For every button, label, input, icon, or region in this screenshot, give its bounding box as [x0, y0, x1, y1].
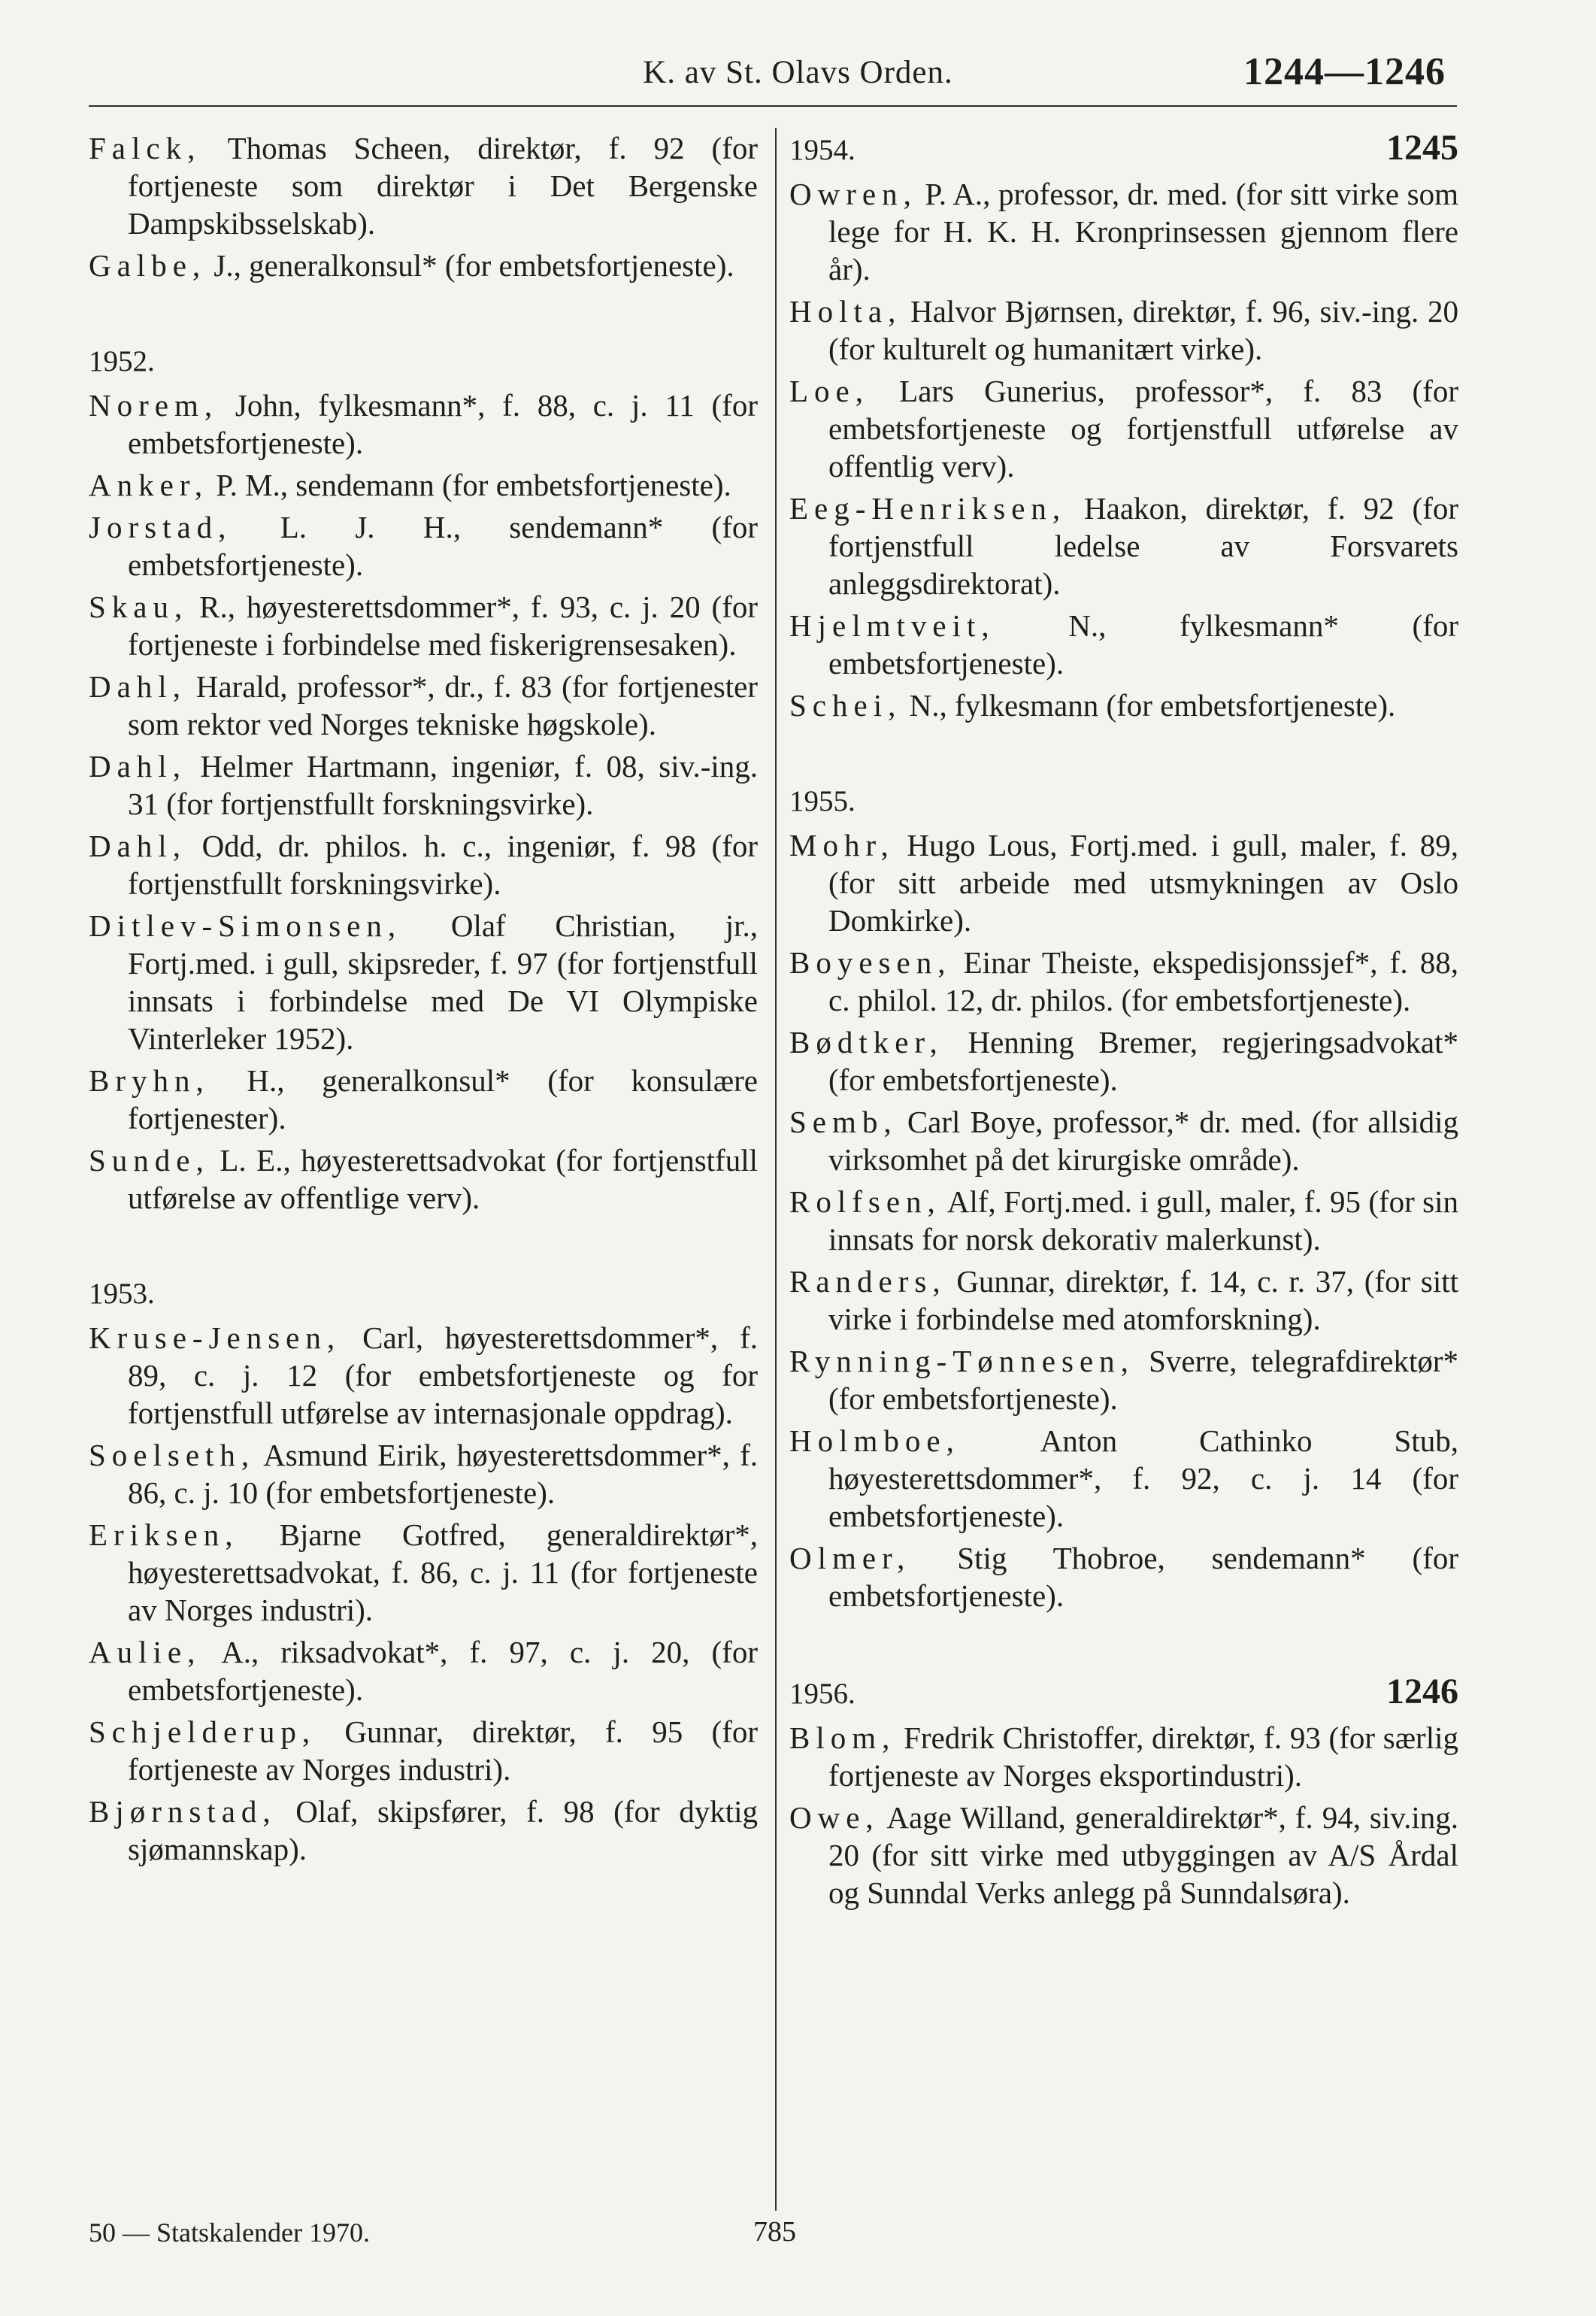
entry-surname: Olmer, — [789, 1541, 911, 1575]
entry-surname: Falck, — [89, 131, 201, 165]
entry-text: Asmund Eirik, høyesterettsdommer*, f. 86, c. j. 10 (for embetsfortjeneste). — [128, 1438, 758, 1510]
entry-text: N., fylkesmann* (for embetsfortjeneste). — [828, 608, 1459, 681]
entry — [789, 372, 1458, 485]
entry-text: Gunnar, direktør, f. 95 (for fortjeneste av Norges industri). — [128, 1714, 759, 1787]
entry-surname: Jorstad, — [89, 510, 232, 544]
entry-surname: Randers, — [789, 1264, 946, 1299]
entry — [89, 1319, 758, 1432]
year-label: 1955. — [789, 785, 856, 817]
entry-surname: Schjelderup, — [89, 1714, 316, 1749]
entry-surname: Dahl, — [89, 669, 186, 704]
entry-surname: Boyesen, — [789, 945, 952, 980]
entry-surname: Ditlev-Simonsen, — [89, 908, 402, 943]
entry — [789, 944, 1458, 1019]
page-range: 1244—1246 — [1243, 50, 1446, 93]
entry — [789, 175, 1458, 288]
entry — [789, 1799, 1458, 1911]
entry-text: H., generalkonsul* (for konsulære fortjenester). — [128, 1063, 758, 1135]
entry-text: Aage Willand, generaldirektør*, f. 94, siv.ing. 20 (for sitt virke med utbyggingen av A/S Årdal og Sunndal Verks anlegg på Sunndalsøra). — [828, 1800, 1458, 1910]
entry-text: Gunnar, direktør, f. 14, c. r. 37, (for sitt virke i forbindelse med atomforskning). — [828, 1264, 1459, 1336]
entry — [89, 747, 758, 823]
year-label: 1953. — [89, 1278, 155, 1310]
entry — [89, 1713, 758, 1788]
entry-surname: Anker, — [89, 468, 209, 502]
entry — [789, 1422, 1458, 1535]
entry-text: Helmer Hartmann, ingeniør, f. 08, siv.-ing. 31 (for fortjenstfullt forskningsvirke). — [128, 749, 758, 821]
entry-text: Henning Bremer, regjeringsadvokat* (for embetsfortjeneste). — [828, 1025, 1458, 1097]
year-heading — [89, 343, 758, 380]
entry — [89, 1436, 758, 1511]
entry-text: John, fylkesmann*, f. 88, c. j. 11 (for embetsfortjeneste). — [128, 388, 758, 460]
entry-surname: Blom, — [789, 1720, 896, 1755]
entry — [789, 1183, 1458, 1258]
entry-text: Stig Thobroe, sendemann* (for embetsfortjeneste). — [828, 1541, 1458, 1613]
entry-surname: Bryhn, — [89, 1063, 210, 1098]
entry-surname: Loe, — [789, 374, 869, 408]
year-label: 1956. — [789, 1678, 856, 1710]
entry-surname: Bjørnstad, — [89, 1794, 277, 1829]
entry-text: Carl, høyesterettsdommer*, f. 89, c. j. 12 (for embetsfortjeneste og for fortjenstfull utførelse av internasjonale oppdrag). — [128, 1320, 758, 1430]
entry — [789, 293, 1458, 368]
entry — [89, 387, 758, 462]
entry — [89, 1141, 758, 1217]
entry-text: Haakon, direktør, f. 92 (for fortjenstfull ledelse av Forsvarets anleggsdirektorat). — [828, 491, 1459, 601]
entry — [89, 1793, 758, 1868]
footer-page-number: 785 — [753, 2216, 796, 2248]
entry — [89, 1062, 758, 1137]
right-column — [789, 129, 1458, 1916]
entry-text: Lars Gunerius, professor*, f. 83 (for embetsfortjeneste og fortjenstfull utførelse av offentlig verv). — [828, 374, 1459, 484]
entry-surname: Owe, — [789, 1800, 880, 1835]
column-divider — [775, 128, 777, 2211]
entry-surname: Soelseth, — [89, 1438, 256, 1472]
entry-surname: Bødtker, — [789, 1025, 943, 1059]
entry — [89, 1633, 758, 1708]
entry-surname: Eriksen, — [89, 1517, 239, 1552]
entry — [789, 1103, 1458, 1178]
page-marker: 1246 — [1386, 1672, 1458, 1711]
entry-surname: Hjelmtveit, — [789, 608, 995, 643]
entry-surname: Skau, — [89, 590, 189, 624]
entry-text: Bjarne Gotfred, generaldirektør*, høyesterettsadvokat, f. 86, c. j. 11 (for fortjeneste av Norges industri). — [128, 1517, 758, 1627]
entry — [89, 827, 758, 902]
entry-text: A., riksadvokat*, f. 97, c. j. 20, (for embetsfortjeneste). — [128, 1635, 758, 1707]
entry-surname: Aulie, — [89, 1635, 201, 1669]
entry-surname: Galbe, — [89, 248, 207, 283]
entry-text: Thomas Scheen, direktør, f. 92 (for fortjeneste som direktør i Det Bergenske Dampskibsselskab). — [128, 131, 758, 241]
left-column — [89, 129, 758, 1872]
entry — [789, 1342, 1458, 1417]
entry-surname: Schei, — [789, 688, 902, 723]
entry-surname: Holmboe, — [789, 1423, 960, 1458]
year-label: 1954. — [789, 134, 856, 166]
entry-text: J., generalkonsul* (for embetsfortjeneste). — [214, 248, 734, 283]
entry — [789, 1023, 1458, 1099]
entry-surname: Dahl, — [89, 829, 186, 863]
entry — [89, 247, 758, 284]
entry-text: N., fylkesmann (for embetsfortjeneste). — [909, 688, 1396, 723]
entry — [789, 1719, 1458, 1794]
entry-text: P. M., sendemann (for embetsfortjeneste). — [216, 468, 731, 502]
entry-text: P. A., professor, dr. med. (for sitt virke som lege for H. K. H. Kronprinsessen gjennom flere år). — [828, 177, 1458, 286]
entry-text: Fredrik Christoffer, direktør, f. 93 (for særlig fortjeneste av Norges eksportindustri). — [828, 1720, 1458, 1793]
year-heading — [789, 129, 1458, 169]
entry — [89, 1516, 758, 1629]
entry-surname: Norem, — [89, 388, 219, 423]
entry-surname: Rolfsen, — [789, 1184, 941, 1219]
entry-text: R., høyesterettsdommer*, f. 93, c. j. 20 (for fortjeneste i forbindelse med fiskerigrensesaken). — [128, 590, 758, 662]
entry-text: L. E., høyesterettsadvokat (for fortjenstfull utførelse av offentlige verv). — [128, 1143, 758, 1215]
entry-text: Carl Boye, professor,* dr. med. (for allsidig virksomhet på det kirurgiske område). — [828, 1105, 1459, 1177]
entry-surname: Owren, — [789, 177, 917, 211]
entry-text: L. J. H., sendemann* (for embetsfortjeneste). — [128, 510, 759, 582]
entry-text: Einar Theiste, ekspedisjonssjef*, f. 88, c. philol. 12, dr. philos. (for embetsfortjeneste). — [828, 945, 1458, 1017]
entry — [789, 1539, 1458, 1614]
entry — [89, 129, 758, 242]
entry — [789, 490, 1458, 602]
entry — [89, 907, 758, 1057]
entry — [789, 1263, 1458, 1338]
year-label: 1952. — [89, 345, 155, 377]
entry — [89, 466, 758, 504]
entry-surname: Kruse-Jensen, — [89, 1320, 341, 1355]
entry — [789, 607, 1458, 682]
entry-surname: Semb, — [789, 1105, 898, 1139]
entry-text: Sverre, telegrafdirektør* (for embetsfortjeneste). — [828, 1344, 1458, 1416]
entry — [89, 588, 758, 663]
entry-text: Harald, professor*, dr., f. 83 (for fortjenester som rektor ved Norges tekniske høgskole). — [128, 669, 759, 741]
page-header-title: K. av St. Olavs Orden. — [643, 55, 953, 90]
year-heading — [789, 783, 1458, 820]
year-heading — [89, 1275, 758, 1313]
entry — [89, 508, 758, 584]
footer-signature: 50 — Statskalender 1970. — [89, 2217, 370, 2248]
entry-text: Halvor Bjørnsen, direktør, f. 96, siv.-ing. 20 (for kulturelt og humanitært virke). — [828, 294, 1458, 366]
entry-text: Alf, Fortj.med. i gull, maler, f. 95 (for sin innsats for norsk dekorativ malerkunst). — [828, 1184, 1458, 1257]
entry-text: Hugo Lous, Fortj.med. i gull, maler, f. 89, (for sitt arbeide med utsmykningen av Oslo Domkirke). — [828, 828, 1459, 938]
entry-text: Olaf Christian, jr., Fortj.med. i gull, skipsreder, f. 97 (for fortjenstfull innsats i forbindelse med De VI Olympiske Vinterleker 1952). — [128, 908, 758, 1056]
entry — [789, 687, 1458, 724]
entry-surname: Sunde, — [89, 1143, 210, 1178]
entry-text: Odd, dr. philos. h. c., ingeniør, f. 98 (for fortjenstfullt forskningsvirke). — [128, 829, 759, 901]
year-heading — [789, 1673, 1458, 1713]
header-rule — [89, 105, 1457, 107]
entry-text: Anton Cathinko Stub, høyesterettsdommer*, f. 92, c. j. 14 (for embetsfortjeneste). — [828, 1423, 1458, 1533]
entry — [789, 826, 1458, 939]
entry — [89, 668, 758, 743]
entry-surname: Dahl, — [89, 749, 186, 784]
entry-surname: Eeg-Henriksen, — [789, 491, 1067, 526]
entry-surname: Holta, — [789, 294, 902, 329]
entry-surname: Rynning-Tønnesen, — [789, 1344, 1134, 1378]
entry-text: Olaf, skipsfører, f. 98 (for dyktig sjømannskap). — [128, 1794, 758, 1866]
entry-surname: Mohr, — [789, 828, 895, 862]
page-marker: 1245 — [1386, 128, 1458, 168]
